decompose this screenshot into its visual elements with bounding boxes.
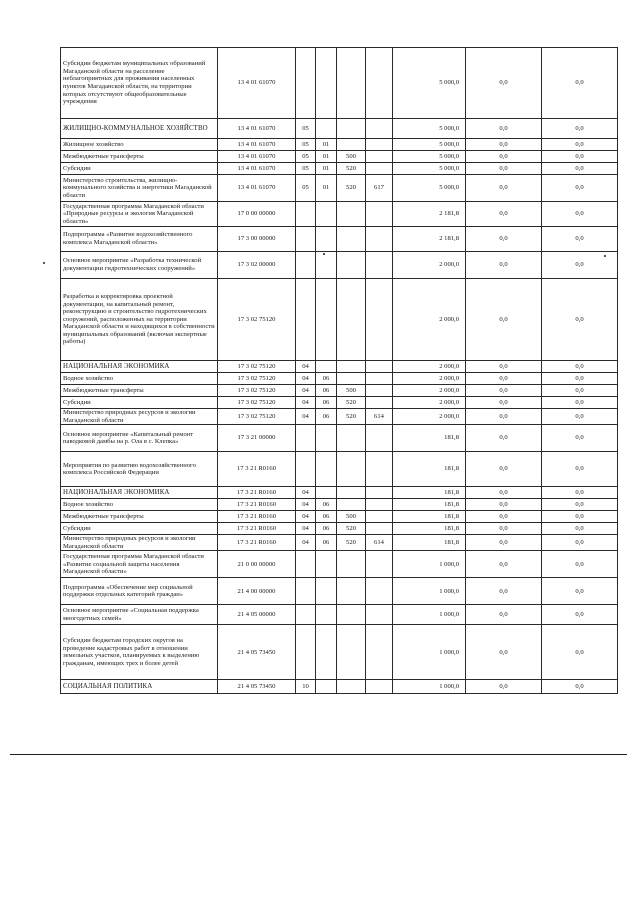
- row-amount-1-cell: 5 000,0: [393, 151, 466, 163]
- row-expense-type-cell: [337, 625, 366, 680]
- row-amount-2-cell: 0,0: [466, 511, 542, 523]
- row-ministry-code-cell: [366, 48, 393, 119]
- table-row: [61, 202, 618, 227]
- row-amount-3-cell: 0,0: [542, 452, 618, 487]
- row-amount-2-cell: 0,0: [466, 119, 542, 139]
- row-subsection-cell: 06: [316, 373, 337, 385]
- table-row: [61, 397, 618, 409]
- row-amount-1-cell: 5 000,0: [393, 119, 466, 139]
- row-amount-2-cell: 0,0: [466, 523, 542, 535]
- row-amount-1-cell: 1 000,0: [393, 625, 466, 680]
- row-ministry-code-cell: [366, 373, 393, 385]
- row-ministry-code-cell: [366, 119, 393, 139]
- row-amount-2-cell: 0,0: [466, 279, 542, 361]
- row-subsection-cell: [316, 252, 337, 279]
- row-expense-type-cell: 520: [337, 397, 366, 409]
- row-amount-3-cell: 0,0: [542, 499, 618, 511]
- row-name-cell: Государственная программа Магаданской области «Природные ресурсы и экология Магаданской области»: [61, 202, 218, 227]
- row-amount-2-cell: 0,0: [466, 578, 542, 605]
- row-subsection-cell: [316, 425, 337, 452]
- row-ministry-code-cell: [366, 487, 393, 499]
- row-name-cell: Межбюджетные трансферты: [61, 151, 218, 163]
- row-code-cell: 17 3 02 75120: [218, 373, 296, 385]
- row-code-cell: 21 0 00 00000: [218, 551, 296, 578]
- row-expense-type-cell: [337, 119, 366, 139]
- row-amount-2-cell: 0,0: [466, 535, 542, 551]
- row-ministry-code-cell: [366, 511, 393, 523]
- row-ministry-code-cell: 617: [366, 175, 393, 202]
- row-expense-type-cell: [337, 361, 366, 373]
- row-amount-1-cell: 2 181,8: [393, 202, 466, 227]
- row-amount-2-cell: 0,0: [466, 385, 542, 397]
- budget-table-body: [61, 48, 618, 694]
- row-amount-1-cell: 1 000,0: [393, 605, 466, 625]
- row-subsection-cell: [316, 361, 337, 373]
- row-expense-type-cell: [337, 680, 366, 694]
- row-amount-1-cell: 1 000,0: [393, 680, 466, 694]
- row-section-cell: 04: [296, 409, 316, 425]
- table-row: [61, 535, 618, 551]
- row-section-cell: [296, 605, 316, 625]
- table-row: [61, 139, 618, 151]
- row-amount-1-cell: 5 000,0: [393, 175, 466, 202]
- table-row: [61, 48, 618, 119]
- row-code-cell: 21 4 05 73450: [218, 680, 296, 694]
- row-ministry-code-cell: 614: [366, 535, 393, 551]
- row-amount-1-cell: 181,8: [393, 452, 466, 487]
- row-name-cell: Министерство строительства, жилищно-коммунального хозяйства и энергетики Магаданской области: [61, 175, 218, 202]
- table-row: [61, 409, 618, 425]
- row-section-cell: 10: [296, 680, 316, 694]
- row-name-cell: Межбюджетные трансферты: [61, 385, 218, 397]
- row-name-cell: Водное хозяйство: [61, 373, 218, 385]
- row-amount-1-cell: 5 000,0: [393, 163, 466, 175]
- table-row: [61, 499, 618, 511]
- row-amount-2-cell: 0,0: [466, 409, 542, 425]
- table-row: [61, 373, 618, 385]
- row-amount-2-cell: 0,0: [466, 252, 542, 279]
- row-ministry-code-cell: [366, 523, 393, 535]
- row-code-cell: 17 3 21 R0160: [218, 523, 296, 535]
- row-ministry-code-cell: [366, 397, 393, 409]
- row-expense-type-cell: [337, 452, 366, 487]
- row-name-cell: Министерство природных ресурсов и экологии Магаданской области: [61, 535, 218, 551]
- row-amount-3-cell: 0,0: [542, 119, 618, 139]
- row-amount-3-cell: 0,0: [542, 227, 618, 252]
- row-amount-3-cell: 0,0: [542, 605, 618, 625]
- row-amount-3-cell: 0,0: [542, 487, 618, 499]
- row-amount-3-cell: 0,0: [542, 139, 618, 151]
- row-expense-type-cell: 520: [337, 409, 366, 425]
- row-expense-type-cell: [337, 202, 366, 227]
- row-ministry-code-cell: [366, 163, 393, 175]
- row-amount-1-cell: 2 000,0: [393, 279, 466, 361]
- row-section-cell: 04: [296, 499, 316, 511]
- table-row: [61, 151, 618, 163]
- table-row: [61, 625, 618, 680]
- row-amount-3-cell: 0,0: [542, 535, 618, 551]
- row-expense-type-cell: [337, 252, 366, 279]
- row-ministry-code-cell: [366, 680, 393, 694]
- row-amount-1-cell: 2 000,0: [393, 409, 466, 425]
- row-section-cell: 04: [296, 523, 316, 535]
- row-subsection-cell: [316, 578, 337, 605]
- row-section-cell: 04: [296, 511, 316, 523]
- row-amount-1-cell: 5 000,0: [393, 48, 466, 119]
- row-amount-3-cell: 0,0: [542, 578, 618, 605]
- row-amount-1-cell: 1 000,0: [393, 551, 466, 578]
- row-code-cell: 13 4 01 61070: [218, 151, 296, 163]
- row-name-cell: Субсидии: [61, 397, 218, 409]
- row-amount-2-cell: 0,0: [466, 373, 542, 385]
- row-subsection-cell: 01: [316, 175, 337, 202]
- row-section-cell: 05: [296, 151, 316, 163]
- row-code-cell: 17 3 21 R0160: [218, 452, 296, 487]
- row-subsection-cell: 06: [316, 409, 337, 425]
- row-amount-2-cell: 0,0: [466, 163, 542, 175]
- row-amount-3-cell: 0,0: [542, 625, 618, 680]
- row-amount-1-cell: 1 000,0: [393, 578, 466, 605]
- row-section-cell: [296, 227, 316, 252]
- row-amount-3-cell: 0,0: [542, 385, 618, 397]
- row-subsection-cell: 01: [316, 163, 337, 175]
- row-section-cell: [296, 625, 316, 680]
- row-code-cell: 17 3 02 75120: [218, 361, 296, 373]
- row-code-cell: 17 3 21 00000: [218, 425, 296, 452]
- row-code-cell: 13 4 01 61070: [218, 139, 296, 151]
- row-expense-type-cell: [337, 487, 366, 499]
- scan-artifact-dot: [323, 253, 325, 255]
- table-row: [61, 175, 618, 202]
- row-section-cell: 04: [296, 397, 316, 409]
- row-amount-3-cell: 0,0: [542, 425, 618, 452]
- row-section-cell: 05: [296, 163, 316, 175]
- row-section-cell: [296, 252, 316, 279]
- row-code-cell: 17 3 21 R0160: [218, 487, 296, 499]
- row-name-cell: Мероприятия по развитию водохозяйственного комплекса Российской Федерации: [61, 452, 218, 487]
- row-amount-1-cell: 2 000,0: [393, 373, 466, 385]
- row-ministry-code-cell: [366, 425, 393, 452]
- table-row: [61, 680, 618, 694]
- row-subsection-cell: 06: [316, 523, 337, 535]
- row-ministry-code-cell: [366, 139, 393, 151]
- row-amount-1-cell: 2 181,8: [393, 227, 466, 252]
- row-expense-type-cell: [337, 373, 366, 385]
- row-amount-3-cell: 0,0: [542, 279, 618, 361]
- row-amount-1-cell: 181,8: [393, 535, 466, 551]
- table-row: [61, 578, 618, 605]
- row-subsection-cell: [316, 452, 337, 487]
- row-code-cell: 17 3 00 00000: [218, 227, 296, 252]
- row-name-cell: Министерство природных ресурсов и экологии Магаданской области: [61, 409, 218, 425]
- row-section-cell: 05: [296, 139, 316, 151]
- row-name-cell: Подпрограмма «Развитие водохозяйственного комплекса Магаданской области»: [61, 227, 218, 252]
- row-section-cell: [296, 425, 316, 452]
- row-amount-3-cell: 0,0: [542, 252, 618, 279]
- row-amount-2-cell: 0,0: [466, 452, 542, 487]
- row-amount-2-cell: 0,0: [466, 425, 542, 452]
- row-code-cell: 17 3 21 R0160: [218, 511, 296, 523]
- row-amount-1-cell: 2 000,0: [393, 385, 466, 397]
- row-amount-1-cell: 5 000,0: [393, 139, 466, 151]
- row-amount-2-cell: 0,0: [466, 680, 542, 694]
- row-subsection-cell: [316, 551, 337, 578]
- row-expense-type-cell: 500: [337, 151, 366, 163]
- row-expense-type-cell: 520: [337, 175, 366, 202]
- row-amount-3-cell: 0,0: [542, 511, 618, 523]
- row-ministry-code-cell: [366, 279, 393, 361]
- row-ministry-code-cell: [366, 625, 393, 680]
- row-name-cell: НАЦИОНАЛЬНАЯ ЭКОНОМИКА: [61, 487, 218, 499]
- row-amount-2-cell: 0,0: [466, 227, 542, 252]
- row-ministry-code-cell: [366, 385, 393, 397]
- scan-artifact-dot: [604, 255, 606, 257]
- row-section-cell: [296, 48, 316, 119]
- row-section-cell: 05: [296, 175, 316, 202]
- row-amount-2-cell: 0,0: [466, 625, 542, 680]
- row-subsection-cell: [316, 202, 337, 227]
- row-ministry-code-cell: [366, 227, 393, 252]
- row-section-cell: 04: [296, 385, 316, 397]
- row-amount-2-cell: 0,0: [466, 361, 542, 373]
- row-section-cell: [296, 578, 316, 605]
- row-amount-1-cell: 181,8: [393, 511, 466, 523]
- row-subsection-cell: [316, 487, 337, 499]
- row-code-cell: 21 4 00 00000: [218, 578, 296, 605]
- row-amount-2-cell: 0,0: [466, 175, 542, 202]
- row-amount-2-cell: 0,0: [466, 48, 542, 119]
- row-section-cell: [296, 551, 316, 578]
- row-code-cell: 13 4 01 61070: [218, 48, 296, 119]
- table-row: [61, 511, 618, 523]
- row-name-cell: Субсидии бюджетам городских округов на проведение кадастровых работ в отношении земельных участков, планируемых к выделению гражданам, имеющих трех и более детей: [61, 625, 218, 680]
- row-name-cell: Государственная программа Магаданской области «Развитие социальной защиты населения Магаданской области»: [61, 551, 218, 578]
- table-row: [61, 361, 618, 373]
- table-row: [61, 425, 618, 452]
- table-row: [61, 487, 618, 499]
- row-section-cell: [296, 279, 316, 361]
- row-subsection-cell: 06: [316, 535, 337, 551]
- row-name-cell: Жилищное хозяйство: [61, 139, 218, 151]
- table-row: [61, 605, 618, 625]
- row-name-cell: Подпрограмма «Обеспечение мер социальной поддержки отдельных категорий граждан»: [61, 578, 218, 605]
- row-amount-3-cell: 0,0: [542, 373, 618, 385]
- row-name-cell: Межбюджетные трансферты: [61, 511, 218, 523]
- row-amount-3-cell: 0,0: [542, 175, 618, 202]
- row-expense-type-cell: 520: [337, 535, 366, 551]
- row-subsection-cell: [316, 680, 337, 694]
- row-expense-type-cell: [337, 48, 366, 119]
- row-subsection-cell: 06: [316, 385, 337, 397]
- row-code-cell: 17 3 02 00000: [218, 252, 296, 279]
- row-amount-3-cell: 0,0: [542, 523, 618, 535]
- row-amount-2-cell: 0,0: [466, 487, 542, 499]
- row-subsection-cell: [316, 605, 337, 625]
- row-ministry-code-cell: [366, 578, 393, 605]
- row-name-cell: Разработка и корректировка проектной документации, на капитальный ремонт, реконструкцию и строительство гидротехнических сооружений, расположенных на территории Магаданской области и находящихся в собственности муниципальных образований (включая экспертные работы): [61, 279, 218, 361]
- row-subsection-cell: 06: [316, 511, 337, 523]
- row-name-cell: Водное хозяйство: [61, 499, 218, 511]
- row-ministry-code-cell: [366, 551, 393, 578]
- row-code-cell: 17 3 02 75120: [218, 409, 296, 425]
- row-amount-3-cell: 0,0: [542, 397, 618, 409]
- row-amount-1-cell: 181,8: [393, 425, 466, 452]
- row-amount-3-cell: 0,0: [542, 163, 618, 175]
- row-section-cell: 04: [296, 361, 316, 373]
- row-expense-type-cell: [337, 227, 366, 252]
- row-code-cell: 17 3 02 75120: [218, 279, 296, 361]
- row-expense-type-cell: [337, 499, 366, 511]
- table-row: [61, 523, 618, 535]
- row-code-cell: 21 4 05 73450: [218, 625, 296, 680]
- row-code-cell: 21 4 05 00000: [218, 605, 296, 625]
- scan-artifact-dot: [43, 262, 45, 264]
- row-ministry-code-cell: [366, 151, 393, 163]
- row-amount-3-cell: 0,0: [542, 202, 618, 227]
- row-ministry-code-cell: [366, 202, 393, 227]
- row-expense-type-cell: [337, 279, 366, 361]
- row-expense-type-cell: 500: [337, 385, 366, 397]
- row-expense-type-cell: 520: [337, 163, 366, 175]
- row-name-cell: Субсидии: [61, 163, 218, 175]
- table-row: [61, 385, 618, 397]
- row-subsection-cell: 06: [316, 499, 337, 511]
- row-subsection-cell: 01: [316, 139, 337, 151]
- row-code-cell: 17 3 21 R0160: [218, 535, 296, 551]
- row-subsection-cell: [316, 119, 337, 139]
- row-code-cell: 17 3 02 75120: [218, 397, 296, 409]
- row-amount-3-cell: 0,0: [542, 151, 618, 163]
- row-ministry-code-cell: [366, 252, 393, 279]
- budget-table: [60, 47, 618, 694]
- row-ministry-code-cell: 614: [366, 409, 393, 425]
- row-subsection-cell: [316, 227, 337, 252]
- table-row: [61, 163, 618, 175]
- row-section-cell: 04: [296, 373, 316, 385]
- row-name-cell: ЖИЛИЩНО-КОММУНАЛЬНОЕ ХОЗЯЙСТВО: [61, 119, 218, 139]
- row-expense-type-cell: [337, 551, 366, 578]
- row-amount-3-cell: 0,0: [542, 361, 618, 373]
- row-amount-3-cell: 0,0: [542, 680, 618, 694]
- row-expense-type-cell: [337, 605, 366, 625]
- table-row: [61, 551, 618, 578]
- row-ministry-code-cell: [366, 605, 393, 625]
- row-ministry-code-cell: [366, 452, 393, 487]
- row-name-cell: Субсидии: [61, 523, 218, 535]
- table-row: [61, 252, 618, 279]
- row-amount-1-cell: 2 000,0: [393, 252, 466, 279]
- row-subsection-cell: [316, 48, 337, 119]
- table-row: [61, 279, 618, 361]
- row-section-cell: [296, 452, 316, 487]
- row-name-cell: НАЦИОНАЛЬНАЯ ЭКОНОМИКА: [61, 361, 218, 373]
- row-expense-type-cell: 520: [337, 523, 366, 535]
- row-amount-3-cell: 0,0: [542, 409, 618, 425]
- row-code-cell: 13 4 01 61070: [218, 175, 296, 202]
- row-expense-type-cell: [337, 578, 366, 605]
- row-ministry-code-cell: [366, 499, 393, 511]
- row-expense-type-cell: [337, 139, 366, 151]
- row-name-cell: СОЦИАЛЬНАЯ ПОЛИТИКА: [61, 680, 218, 694]
- row-amount-2-cell: 0,0: [466, 139, 542, 151]
- row-subsection-cell: [316, 625, 337, 680]
- row-code-cell: 17 3 21 R0160: [218, 499, 296, 511]
- row-amount-2-cell: 0,0: [466, 551, 542, 578]
- row-amount-1-cell: 181,8: [393, 487, 466, 499]
- row-code-cell: 13 4 01 61070: [218, 119, 296, 139]
- row-subsection-cell: [316, 279, 337, 361]
- row-amount-1-cell: 2 000,0: [393, 361, 466, 373]
- table-row: [61, 227, 618, 252]
- row-section-cell: 04: [296, 535, 316, 551]
- row-name-cell: Основное мероприятие «Разработка технической документации гидротехнических сооружений»: [61, 252, 218, 279]
- row-name-cell: Субсидии бюджетам муниципальных образований Магаданской области на расселение неблагоприятных для проживания населенных пунктов Магаданской области, на территории которых отсутствуют общеобразовательные учреждения: [61, 48, 218, 119]
- row-amount-3-cell: 0,0: [542, 48, 618, 119]
- row-amount-2-cell: 0,0: [466, 202, 542, 227]
- table-row: [61, 452, 618, 487]
- row-section-cell: 04: [296, 487, 316, 499]
- row-expense-type-cell: 500: [337, 511, 366, 523]
- row-amount-1-cell: 181,8: [393, 499, 466, 511]
- row-amount-2-cell: 0,0: [466, 499, 542, 511]
- row-expense-type-cell: [337, 425, 366, 452]
- row-section-cell: 05: [296, 119, 316, 139]
- row-name-cell: Основное мероприятие «Капитальный ремонт паводковой дамбы на р. Ола в с. Клепка»: [61, 425, 218, 452]
- row-code-cell: 13 4 01 61070: [218, 163, 296, 175]
- table-row: [61, 119, 618, 139]
- page-bottom-rule: [10, 754, 627, 755]
- row-amount-1-cell: 181,8: [393, 523, 466, 535]
- row-subsection-cell: 01: [316, 151, 337, 163]
- row-amount-1-cell: 2 000,0: [393, 397, 466, 409]
- row-section-cell: [296, 202, 316, 227]
- row-ministry-code-cell: [366, 361, 393, 373]
- row-amount-3-cell: 0,0: [542, 551, 618, 578]
- row-amount-2-cell: 0,0: [466, 605, 542, 625]
- row-amount-2-cell: 0,0: [466, 151, 542, 163]
- row-code-cell: 17 3 02 75120: [218, 385, 296, 397]
- row-subsection-cell: 06: [316, 397, 337, 409]
- row-code-cell: 17 0 00 00000: [218, 202, 296, 227]
- row-name-cell: Основное мероприятие «Социальная поддержка многодетных семей»: [61, 605, 218, 625]
- row-amount-2-cell: 0,0: [466, 397, 542, 409]
